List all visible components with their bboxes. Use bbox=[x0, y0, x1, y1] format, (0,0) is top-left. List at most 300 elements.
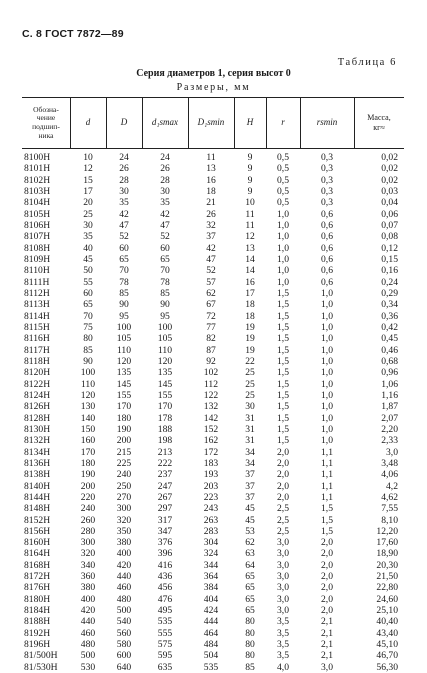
table-cell: 2,1 bbox=[321, 616, 333, 628]
table-cell: 317 bbox=[157, 514, 173, 526]
table-cell: 8114Н bbox=[24, 310, 50, 322]
table-cell: 240 bbox=[80, 503, 96, 515]
table-cell: 0,6 bbox=[321, 219, 333, 231]
table-cell: 26 bbox=[206, 208, 216, 220]
table-cell: 8152Н bbox=[24, 514, 51, 526]
table-cell: 142 bbox=[203, 412, 219, 424]
table-cell: 26 bbox=[119, 163, 129, 175]
table-cell: 420 bbox=[80, 605, 96, 617]
table-cell: 495 bbox=[157, 605, 173, 617]
table-cell: 1,0 bbox=[277, 231, 289, 243]
table-cell: 46,70 bbox=[376, 650, 398, 662]
column-header-d: d bbox=[85, 117, 91, 128]
table-cell: 0,5 bbox=[277, 152, 289, 163]
table-cell: 3,5 bbox=[277, 639, 289, 651]
table-cell: 8156Н bbox=[24, 525, 51, 537]
table-cell: 560 bbox=[116, 627, 132, 639]
table-cell: 1,0 bbox=[321, 401, 333, 413]
table-cell: 11 bbox=[245, 208, 255, 220]
table-cell: 190 bbox=[80, 469, 96, 481]
table-cell: 47 bbox=[206, 253, 216, 265]
table-cell: 35 bbox=[119, 197, 129, 209]
table-cell: 160 bbox=[80, 435, 96, 447]
table-cell: 1,0 bbox=[321, 378, 333, 390]
table-cell: 78 bbox=[160, 276, 170, 288]
table-cell: 0,6 bbox=[321, 231, 333, 243]
table-cell: 31 bbox=[245, 435, 255, 447]
table-cell: 70 bbox=[119, 265, 129, 277]
table-cell: 575 bbox=[157, 639, 173, 651]
table-cell: 120 bbox=[80, 389, 96, 401]
table-cell: 70 bbox=[83, 310, 93, 322]
table-cell: 16 bbox=[245, 276, 255, 288]
table-cell: 65 bbox=[83, 299, 93, 311]
table-cell: 2,1 bbox=[321, 650, 333, 662]
table-cell: 1,5 bbox=[321, 525, 333, 537]
table-cell: 9 bbox=[247, 185, 253, 197]
table-cell: 0,3 bbox=[321, 185, 333, 197]
table-cell: 65 bbox=[160, 253, 170, 265]
table-cell: 320 bbox=[80, 548, 96, 560]
table-cell: 80 bbox=[245, 616, 255, 628]
table-cell: 0,02 bbox=[381, 152, 398, 163]
table-cell: 0,3 bbox=[321, 174, 333, 186]
table-cell: 404 bbox=[203, 593, 219, 605]
table-cell: 105 bbox=[116, 333, 132, 345]
table-cell: 1,5 bbox=[277, 367, 289, 379]
table-cell: 324 bbox=[203, 548, 219, 560]
table-cell: 580 bbox=[116, 639, 132, 651]
table-cell: 172 bbox=[203, 446, 219, 458]
table-cell: 45 bbox=[83, 253, 93, 265]
table-cell: 9 bbox=[247, 152, 253, 163]
table-cell: 0,5 bbox=[277, 185, 289, 197]
table-cell: 32 bbox=[206, 219, 216, 231]
table-cell: 1,0 bbox=[321, 367, 333, 379]
table-cell: 1,0 bbox=[321, 355, 333, 367]
table-cell: 130 bbox=[80, 401, 96, 413]
table-cell: 0,08 bbox=[381, 231, 398, 243]
table-cell: 132 bbox=[203, 401, 219, 413]
table-cell: 2,0 bbox=[321, 548, 333, 560]
table-cell: 8112Н bbox=[24, 287, 50, 299]
table-cell: 22 bbox=[245, 355, 255, 367]
table-cell: 43,40 bbox=[376, 627, 398, 639]
table-cell: 1,1 bbox=[321, 480, 333, 492]
table-cell: 222 bbox=[157, 457, 173, 469]
table-cell: 135 bbox=[157, 367, 173, 379]
table-cell: 8126Н bbox=[24, 401, 51, 413]
table-cell: 8116Н bbox=[24, 333, 50, 345]
table-cell: 1,0 bbox=[321, 435, 333, 447]
table-cell: 1,0 bbox=[321, 344, 333, 356]
table-cell: 12 bbox=[245, 231, 255, 243]
table-cell: 145 bbox=[157, 378, 173, 390]
table-cell: 60 bbox=[83, 287, 93, 299]
table-cell: 81/500Н bbox=[24, 650, 58, 662]
table-cell: 3,5 bbox=[277, 627, 289, 639]
table-cell: 220 bbox=[80, 491, 96, 503]
table-cell: 3,0 bbox=[277, 537, 289, 549]
table-cell: 85 bbox=[83, 344, 93, 356]
page-header: С. 8 ГОСТ 7872—89 bbox=[22, 28, 124, 40]
table-cell: 100 bbox=[157, 321, 173, 333]
table-cell: 8196Н bbox=[24, 639, 51, 651]
table-cell: 100 bbox=[80, 367, 96, 379]
table-cell: 267 bbox=[157, 491, 173, 503]
table-cell: 18,90 bbox=[376, 548, 398, 560]
table-cell: 380 bbox=[80, 582, 96, 594]
table-cell: 25 bbox=[245, 378, 255, 390]
column-header-r: r bbox=[281, 117, 285, 128]
table-cell: 8128Н bbox=[24, 412, 51, 424]
table-cell: 0,34 bbox=[381, 299, 398, 311]
table-cell: 3,48 bbox=[381, 457, 398, 469]
table-cell: 120 bbox=[157, 355, 173, 367]
table-cell: 95 bbox=[160, 310, 170, 322]
table-cell: 11 bbox=[245, 219, 255, 231]
table-cell: 8130Н bbox=[24, 423, 51, 435]
table-cell: 0,36 bbox=[381, 310, 398, 322]
table-cell: 10 bbox=[245, 197, 255, 209]
table-cell: 0,6 bbox=[321, 242, 333, 254]
table-cell: 1,1 bbox=[321, 446, 333, 458]
table-cell: 8100Н bbox=[24, 152, 51, 163]
table-cell: 62 bbox=[206, 287, 216, 299]
table-cell: 1,5 bbox=[277, 333, 289, 345]
table-cell: 1,5 bbox=[277, 423, 289, 435]
table-cell: 4,0 bbox=[277, 661, 289, 673]
table-cell: 1,0 bbox=[277, 276, 289, 288]
table-cell: 65 bbox=[245, 582, 255, 594]
table-cell: 3,0 bbox=[277, 593, 289, 605]
table-cell: 193 bbox=[203, 469, 219, 481]
table-cell: 155 bbox=[116, 389, 132, 401]
table-cell: 170 bbox=[157, 401, 173, 413]
table-cell: 1,0 bbox=[321, 310, 333, 322]
table-cell: 37 bbox=[206, 231, 216, 243]
table-cell: 1,06 bbox=[381, 378, 398, 390]
table-cell: 8101Н bbox=[24, 163, 51, 175]
table-cell: 300 bbox=[80, 537, 96, 549]
table-cell: 500 bbox=[116, 605, 132, 617]
table-cell: 18 bbox=[206, 185, 216, 197]
table-cell: 2,07 bbox=[381, 412, 398, 424]
table-cell: 155 bbox=[157, 389, 173, 401]
table-cell: 444 bbox=[203, 616, 219, 628]
table-cell: 400 bbox=[80, 593, 96, 605]
table-cell: 9 bbox=[247, 163, 253, 175]
table-cell: 0,16 bbox=[381, 265, 398, 277]
table-cell: 8105Н bbox=[24, 208, 51, 220]
table-cell: 52 bbox=[119, 231, 129, 243]
table-cell: 380 bbox=[116, 537, 132, 549]
table-cell: 24,60 bbox=[376, 593, 398, 605]
table-cell: 8160Н bbox=[24, 537, 51, 549]
table-cell: 3,0 bbox=[277, 548, 289, 560]
table-cell: 85 bbox=[119, 287, 129, 299]
column-header-designation: Обозна- чение подшип- ника bbox=[32, 104, 60, 140]
table-cell: 237 bbox=[157, 469, 173, 481]
table-cell: 4,2 bbox=[386, 480, 398, 492]
table-cell: 1,1 bbox=[321, 491, 333, 503]
table-cell: 110 bbox=[80, 378, 96, 390]
table-cell: 87 bbox=[206, 344, 216, 356]
table-cell: 122 bbox=[203, 389, 219, 401]
table-cell: 0,29 bbox=[381, 287, 398, 299]
column-d bbox=[70, 152, 106, 673]
table-cell: 55 bbox=[83, 276, 93, 288]
table-cell: 2,20 bbox=[381, 423, 398, 435]
table-cell: 0,02 bbox=[381, 174, 398, 186]
table-cell: 8136Н bbox=[24, 457, 51, 469]
table-cell: 24 bbox=[160, 152, 170, 163]
table-cell: 12 bbox=[83, 163, 93, 175]
table-cell: 420 bbox=[116, 559, 132, 571]
table-cell: 19 bbox=[245, 321, 255, 333]
table-cell: 2,0 bbox=[277, 491, 289, 503]
table-cell: 28 bbox=[119, 174, 129, 186]
table-cell: 456 bbox=[157, 582, 173, 594]
table-cell: 4,06 bbox=[381, 469, 398, 481]
units-caption: Размеры, мм bbox=[176, 82, 251, 93]
table-cell: 240 bbox=[116, 469, 132, 481]
table-cell: 8120Н bbox=[24, 367, 51, 379]
table-cell: 1,5 bbox=[321, 514, 333, 526]
table-cell: 64 bbox=[245, 559, 255, 571]
table-cell: 37 bbox=[245, 480, 255, 492]
column-header-D: D bbox=[120, 117, 128, 128]
table-cell: 0,5 bbox=[277, 163, 289, 175]
table-cell: 47 bbox=[119, 219, 129, 231]
table-cell: 70 bbox=[160, 265, 170, 277]
table-cell: 81/530Н bbox=[24, 661, 58, 673]
table-cell: 0,12 bbox=[381, 242, 398, 254]
table-cell: 8144Н bbox=[24, 491, 51, 503]
table-cell: 21,50 bbox=[376, 571, 398, 583]
table-cell: 30 bbox=[83, 219, 93, 231]
table-cell: 42 bbox=[160, 208, 170, 220]
table-cell: 8110Н bbox=[24, 265, 50, 277]
table-cell: 3,0 bbox=[321, 661, 333, 673]
table-cell: 2,5 bbox=[277, 503, 289, 515]
table-cell: 0,3 bbox=[321, 163, 333, 175]
table-cell: 1,0 bbox=[277, 265, 289, 277]
table-cell: 112 bbox=[203, 378, 219, 390]
table-cell: 26 bbox=[160, 163, 170, 175]
table-cell: 260 bbox=[80, 514, 96, 526]
table-cell: 162 bbox=[203, 435, 219, 447]
table-cell: 535 bbox=[203, 661, 219, 673]
table-cell: 80 bbox=[83, 333, 93, 345]
table-cell: 8111Н bbox=[24, 276, 50, 288]
table-cell: 320 bbox=[116, 514, 132, 526]
table-cell: 8122Н bbox=[24, 378, 51, 390]
table-cell: 1,5 bbox=[277, 310, 289, 322]
table-cell: 464 bbox=[203, 627, 219, 639]
table-cell: 52 bbox=[206, 265, 216, 277]
table-cell: 0,3 bbox=[321, 197, 333, 209]
table-cell: 2,1 bbox=[321, 639, 333, 651]
table-cell: 42 bbox=[206, 242, 216, 254]
table-cell: 360 bbox=[80, 571, 96, 583]
table-cell: 45 bbox=[245, 514, 255, 526]
table-cell: 8118Н bbox=[24, 355, 50, 367]
table-cell: 8176Н bbox=[24, 582, 51, 594]
table-cell: 37 bbox=[245, 469, 255, 481]
table-cell: 364 bbox=[203, 571, 219, 583]
table-cell: 3,5 bbox=[277, 650, 289, 662]
table-cell: 12,20 bbox=[376, 525, 398, 537]
column-r bbox=[266, 152, 300, 673]
table-cell: 200 bbox=[80, 480, 96, 492]
table-cell: 1,5 bbox=[277, 287, 289, 299]
table-cell: 14 bbox=[245, 265, 255, 277]
table-cell: 57 bbox=[206, 276, 216, 288]
table-cell: 1,5 bbox=[321, 503, 333, 515]
table-cell: 25,10 bbox=[376, 605, 398, 617]
table-cell: 347 bbox=[157, 525, 173, 537]
table-cell: 480 bbox=[116, 593, 132, 605]
table-cell: 13 bbox=[245, 242, 255, 254]
table-cell: 1,0 bbox=[321, 389, 333, 401]
table-cell: 384 bbox=[203, 582, 219, 594]
table-cell: 396 bbox=[157, 548, 173, 560]
table-cell: 263 bbox=[203, 514, 219, 526]
table-cell: 2,0 bbox=[277, 480, 289, 492]
table-cell: 18 bbox=[245, 299, 255, 311]
table-cell: 1,0 bbox=[277, 253, 289, 265]
table-cell: 42 bbox=[119, 208, 129, 220]
table-cell: 504 bbox=[203, 650, 219, 662]
table-cell: 8188Н bbox=[24, 616, 51, 628]
table-cell: 65 bbox=[119, 253, 129, 265]
table-cell: 140 bbox=[80, 412, 96, 424]
table-cell: 56,30 bbox=[376, 661, 398, 673]
table-cell: 1,1 bbox=[321, 457, 333, 469]
table-cell: 436 bbox=[157, 571, 173, 583]
table-cell: 0,3 bbox=[321, 152, 333, 163]
table-cell: 75 bbox=[83, 321, 93, 333]
table-cell: 2,0 bbox=[277, 469, 289, 481]
table-cell: 2,5 bbox=[277, 514, 289, 526]
table-cell: 1,5 bbox=[277, 321, 289, 333]
table-cell: 8108Н bbox=[24, 242, 51, 254]
table-cell: 247 bbox=[157, 480, 173, 492]
column-mass bbox=[354, 152, 404, 673]
table-cell: 1,5 bbox=[277, 412, 289, 424]
table-cell: 1,5 bbox=[277, 299, 289, 311]
table-cell: 223 bbox=[203, 491, 219, 503]
table-cell: 80 bbox=[245, 639, 255, 651]
table-cell: 135 bbox=[116, 367, 132, 379]
table-cell: 484 bbox=[203, 639, 219, 651]
table-cell: 53 bbox=[245, 525, 255, 537]
table-cell: 3,0 bbox=[277, 559, 289, 571]
table-cell: 60 bbox=[119, 242, 129, 254]
table-cell: 476 bbox=[157, 593, 173, 605]
table-cell: 250 bbox=[116, 480, 132, 492]
table-cell: 300 bbox=[116, 503, 132, 515]
table-cell: 304 bbox=[203, 537, 219, 549]
table-cell: 8164Н bbox=[24, 548, 51, 560]
table-cell: 243 bbox=[203, 503, 219, 515]
table-cell: 35 bbox=[160, 197, 170, 209]
table-cell: 24 bbox=[119, 152, 129, 163]
table-cell: 77 bbox=[206, 321, 216, 333]
table-cell: 600 bbox=[116, 650, 132, 662]
table-cell: 540 bbox=[116, 616, 132, 628]
table-cell: 1,87 bbox=[381, 401, 398, 413]
table-cell: 0,45 bbox=[381, 333, 398, 345]
table-cell: 1,16 bbox=[381, 389, 398, 401]
table-cell: 92 bbox=[206, 355, 216, 367]
table-cell: 20 bbox=[83, 197, 93, 209]
table-cell: 80 bbox=[245, 650, 255, 662]
table-cell: 3,0 bbox=[277, 571, 289, 583]
table-cell: 65 bbox=[245, 593, 255, 605]
table-cell: 170 bbox=[80, 446, 96, 458]
table-cell: 8148Н bbox=[24, 503, 51, 515]
table-cell: 2,0 bbox=[277, 457, 289, 469]
table-cell: 72 bbox=[206, 310, 216, 322]
table-cell: 8103Н bbox=[24, 185, 51, 197]
table-cell: 530 bbox=[80, 661, 96, 673]
table-cell: 0,6 bbox=[321, 265, 333, 277]
table-cell: 31 bbox=[245, 412, 255, 424]
table-cell: 180 bbox=[80, 457, 96, 469]
table-cell: 183 bbox=[203, 457, 219, 469]
table-cell: 67 bbox=[206, 299, 216, 311]
table-cell: 2,1 bbox=[321, 627, 333, 639]
table-cell: 21 bbox=[206, 197, 216, 209]
table-cell: 14 bbox=[245, 253, 255, 265]
table-cell: 1,0 bbox=[321, 321, 333, 333]
table-cell: 40 bbox=[83, 242, 93, 254]
table-cell: 8124Н bbox=[24, 389, 51, 401]
series-caption: Серия диаметров 1, серия высот 0 bbox=[136, 68, 291, 79]
table-cell: 1,0 bbox=[277, 242, 289, 254]
table-cell: 8138Н bbox=[24, 469, 51, 481]
table-cell: 152 bbox=[203, 423, 219, 435]
table-cell: 1,5 bbox=[277, 378, 289, 390]
table-cell: 344 bbox=[203, 559, 219, 571]
table-cell: 460 bbox=[116, 582, 132, 594]
table-cell: 215 bbox=[116, 446, 132, 458]
table-cell: 280 bbox=[80, 525, 96, 537]
table-cell: 50 bbox=[83, 265, 93, 277]
table-cell: 82 bbox=[206, 333, 216, 345]
table-cell: 198 bbox=[157, 435, 173, 447]
table-cell: 535 bbox=[157, 616, 173, 628]
table-cell: 90 bbox=[160, 299, 170, 311]
table-cell: 16 bbox=[206, 174, 216, 186]
table-cell: 28 bbox=[160, 174, 170, 186]
table-cell: 0,03 bbox=[381, 185, 398, 197]
table-cell: 8115Н bbox=[24, 321, 50, 333]
column-header-H: H bbox=[246, 117, 254, 128]
table-cell: 180 bbox=[116, 412, 132, 424]
table-cell: 31 bbox=[245, 423, 255, 435]
table-cell: 2,0 bbox=[277, 446, 289, 458]
column-header-mass: Масса, кг≈ bbox=[367, 113, 391, 132]
table-cell: 1,0 bbox=[321, 299, 333, 311]
table-cell: 85 bbox=[160, 287, 170, 299]
table-cell: 20,30 bbox=[376, 559, 398, 571]
table-cell: 8192Н bbox=[24, 627, 51, 639]
table-cell: 200 bbox=[116, 435, 132, 447]
table-cell: 1,0 bbox=[321, 333, 333, 345]
